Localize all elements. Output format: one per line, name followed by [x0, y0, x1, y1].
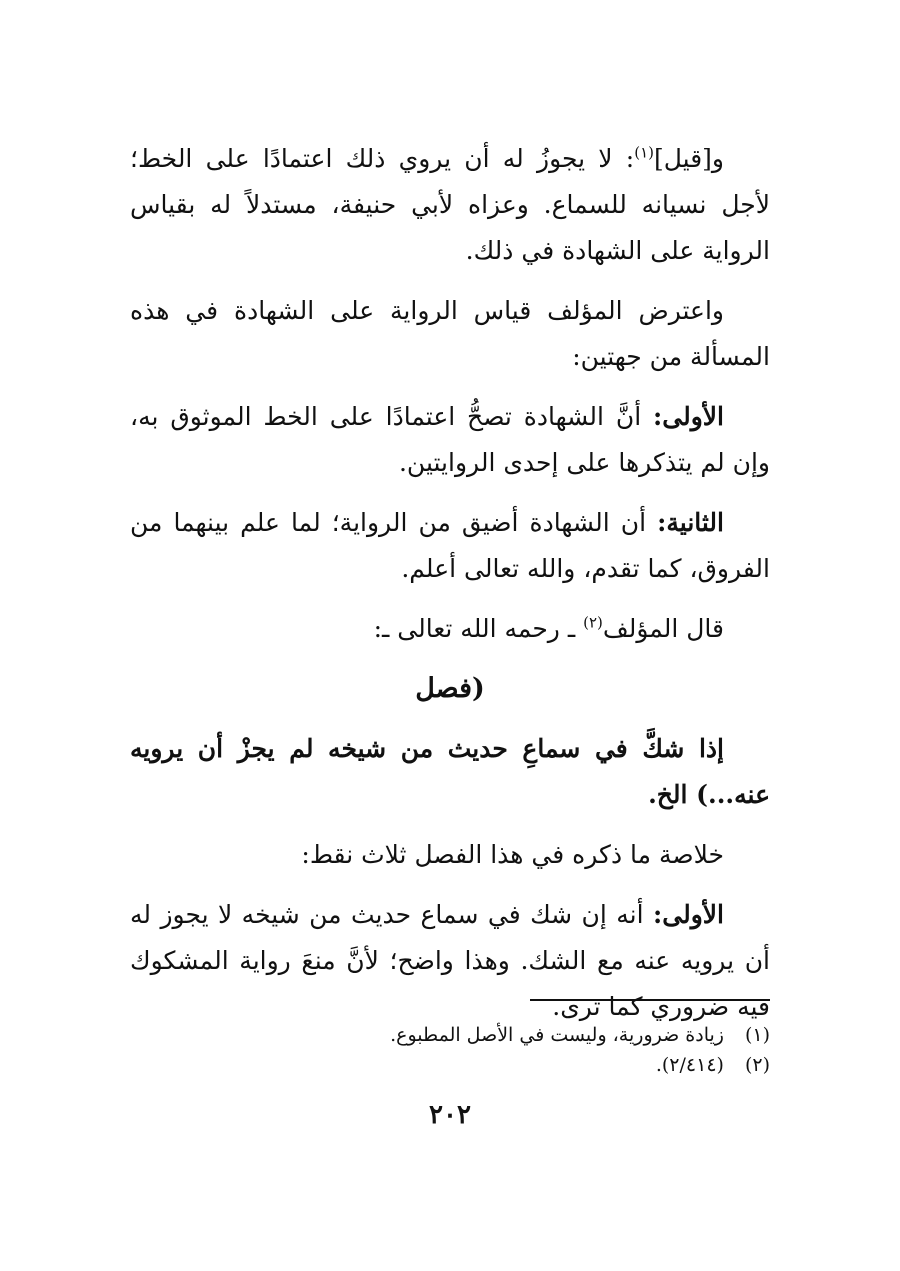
paragraph-5-prefix: قال المؤلف [602, 614, 724, 643]
footnote-ref-1: (١) [634, 143, 654, 162]
paragraph-5 [130, 606, 770, 652]
paragraph-1-prefix: و[قيل] [653, 144, 724, 173]
paragraph-8 [130, 892, 770, 1030]
page-number: ٢٠٢ [429, 1100, 471, 1130]
paragraph-4-text: أن الشهادة أضيق من الرواية؛ لما علم بينهما من الفروق، كما تقدم، والله تعالى أعلم. [130, 508, 770, 583]
footnote-1 [130, 1020, 770, 1050]
footnote-2-text: (٢/٤١٤). [655, 1054, 724, 1076]
paragraph-4 [130, 500, 770, 592]
paragraph-2: واعترض المؤلف قياس الرواية على الشهادة في هذه المسألة من جهتين: [130, 296, 770, 371]
footnote-1-text: زيادة ضرورية، وليست في الأصل المطبوع. [390, 1024, 724, 1046]
paragraph-7: خلاصة ما ذكره في هذا الفصل ثلاث نقط: [301, 840, 724, 869]
paragraph-1 [130, 136, 770, 274]
paragraph-8-text: أنه إن شك في سماع حديث من شيخه لا يجوز له أن يرويه عنه مع الشك. وهذا واضح؛ لأنَّ منعَ رواية المشكوك فيه ضروري كما ترى. [130, 900, 770, 1021]
footnotes [130, 1020, 770, 1080]
paragraph-3-text: أنَّ الشهادة تصحُّ اعتمادًا على الخط الموثوق به، وإن لم يتذكرها على إحدى الروايتين. [130, 402, 770, 477]
main-text [130, 136, 770, 1044]
footnote-divider [530, 999, 770, 1001]
paragraph-3 [130, 394, 770, 486]
section-heading: (فصل [415, 673, 485, 704]
paragraph-8-lead: الأولى: [653, 900, 724, 929]
paragraph-3-lead: الأولى: [653, 402, 724, 431]
paragraph-5-text: ـ رحمه الله تعالى ـ: [373, 614, 584, 643]
paragraph-4-lead: الثانية: [657, 508, 724, 537]
paragraph-6-quote: إذا شكَّ في سماعِ حديث من شيخه لم يجزْ أن يرويه عنه...) الخ. [130, 734, 770, 809]
footnote-2-number: (٢) [744, 1054, 770, 1076]
paragraph-1-text: : لا يجوزُ له أن يروي ذلك اعتمادًا على الخط؛ لأجل نسيانه للسماع. وعزاه لأبي حنيفة، مستدلاً له بقياس الرواية على الشهادة في ذلك. [130, 144, 770, 265]
footnote-2 [130, 1050, 770, 1080]
footnote-ref-2: (٢) [583, 613, 603, 632]
footnote-1-number: (١) [744, 1024, 770, 1046]
